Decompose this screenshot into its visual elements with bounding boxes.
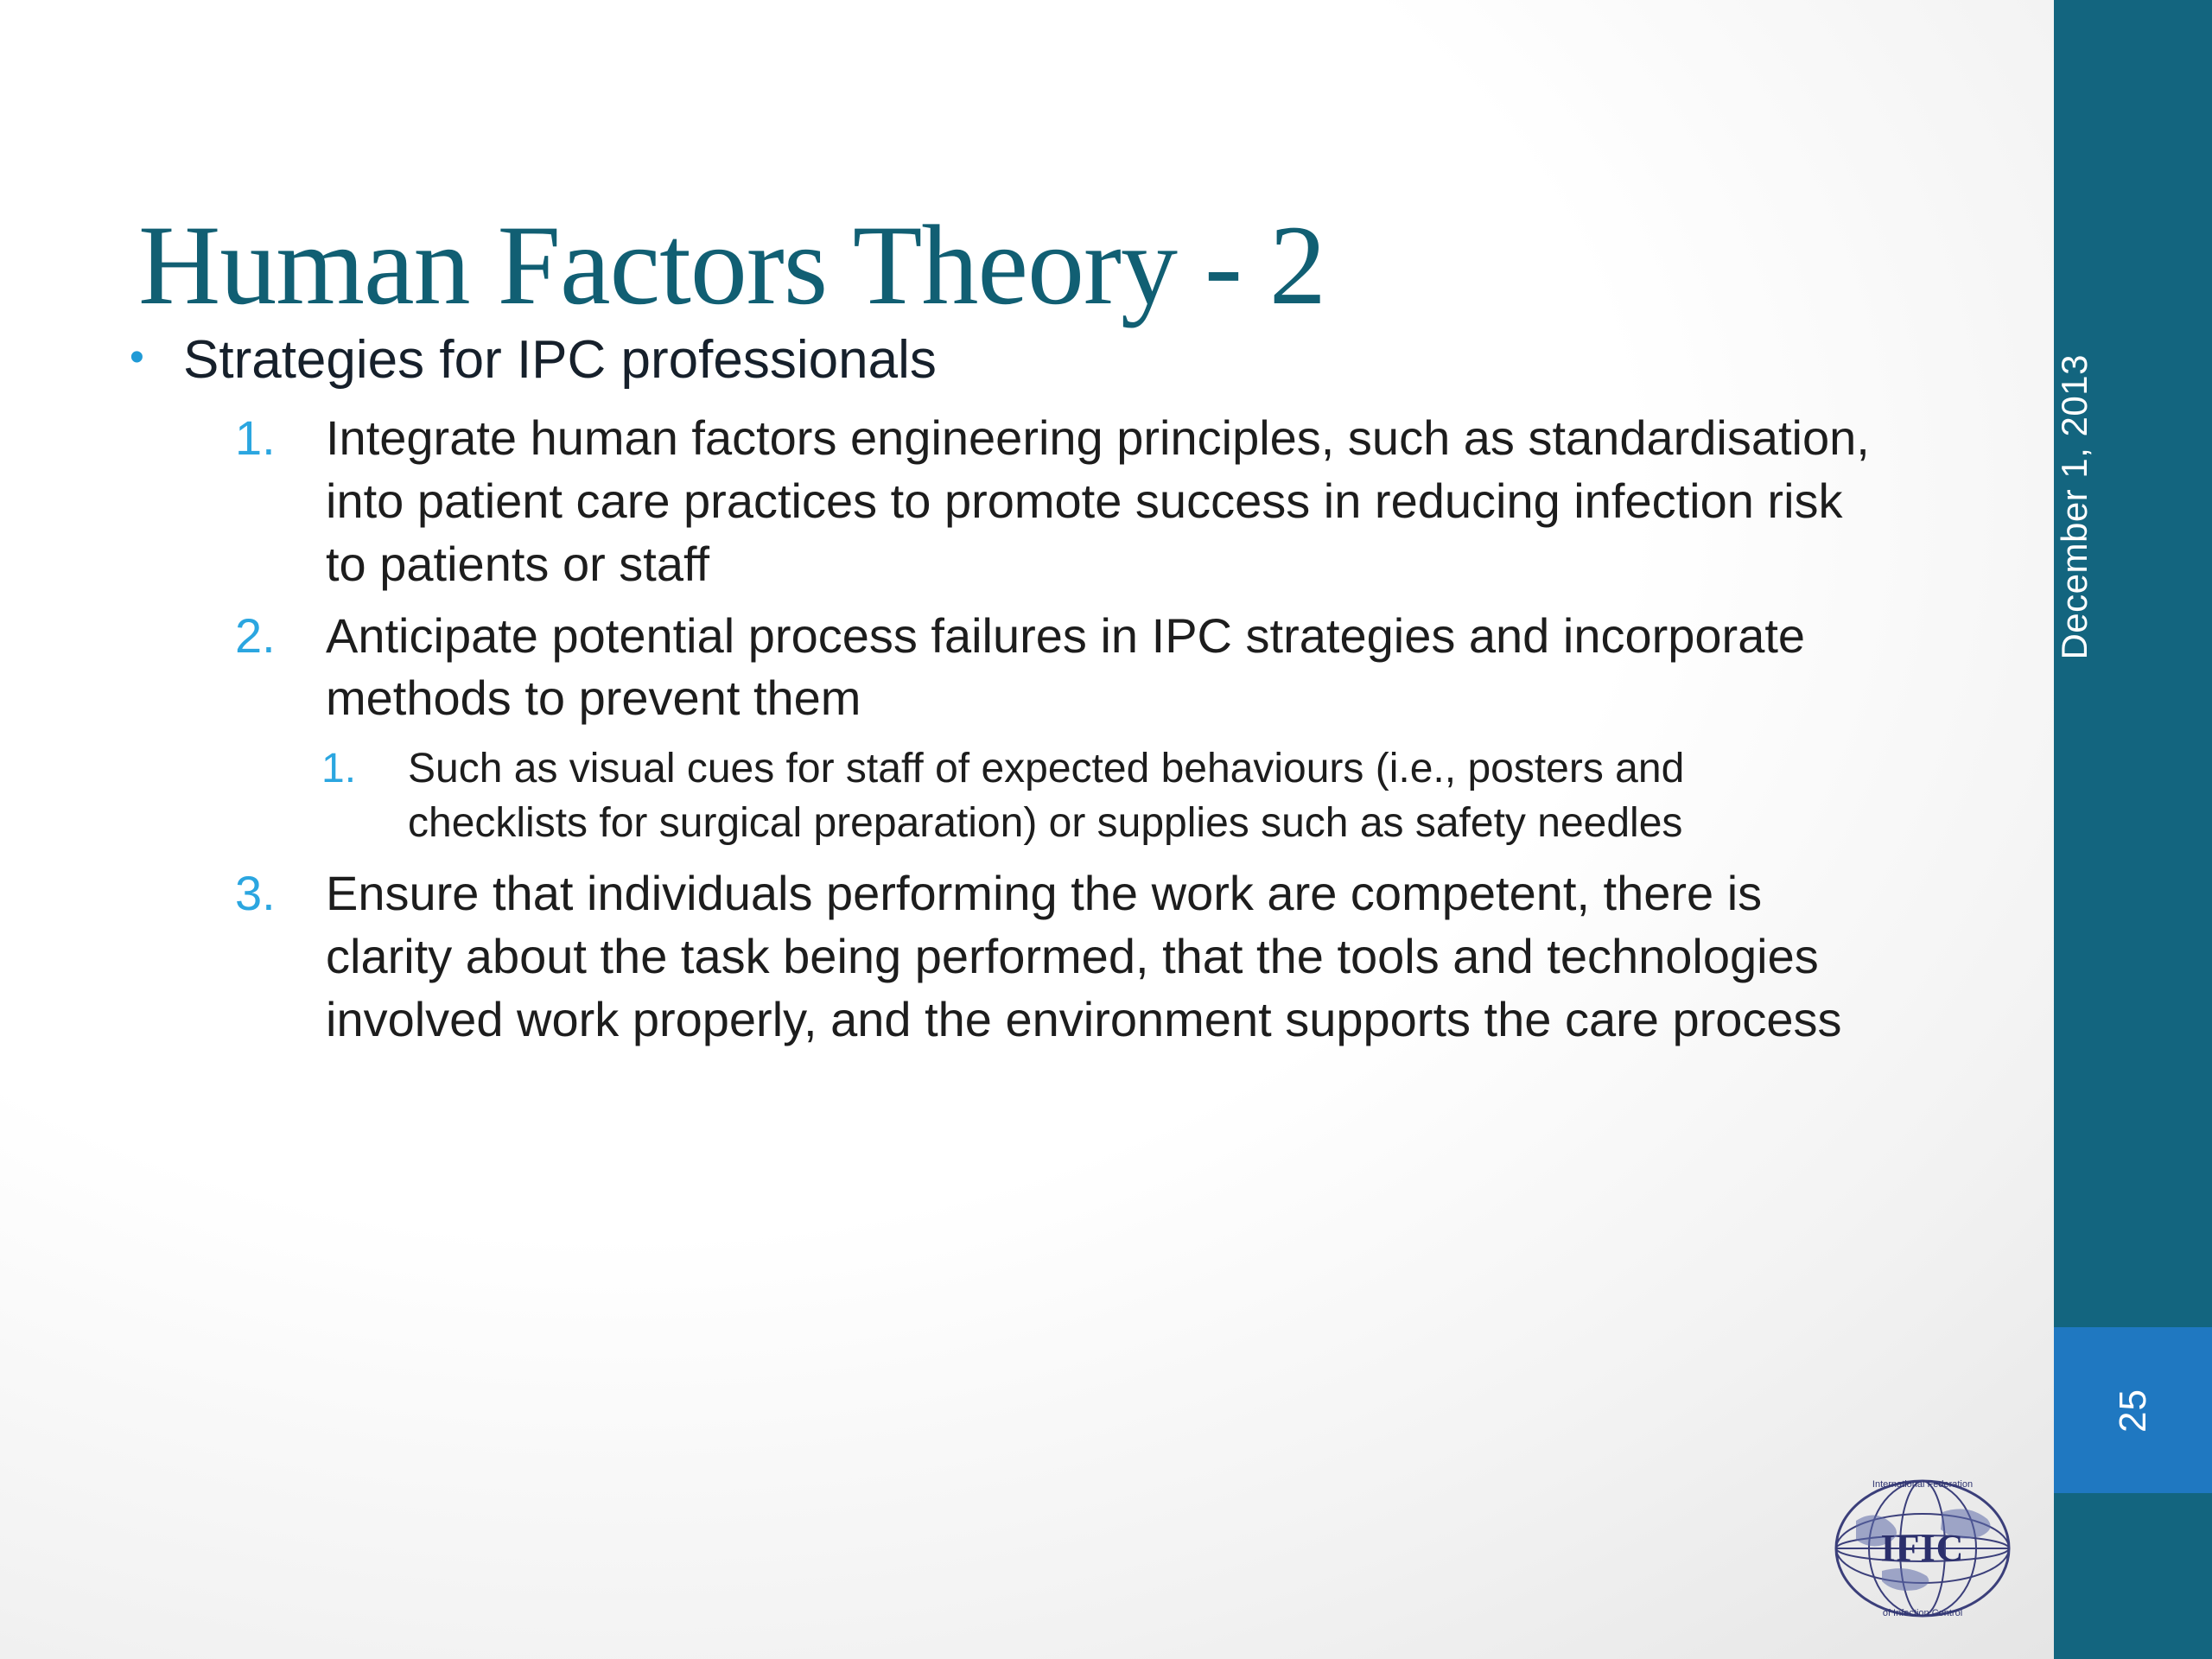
bullet-dot-icon: • [130,334,144,380]
list-item-text: Integrate human factors engineering principles, such as standardisation, into patient care practices to promote success in reducing infection risk to patients or staff [326,410,1870,591]
list-item [130,407,2022,595]
ific-logo [1830,1469,2016,1629]
bullet-level1 [130,328,2022,391]
svg-text:of Infection Control: of Infection Control [1882,1608,1963,1618]
slide-body [130,328,2022,1058]
globe-icon [1830,1469,2016,1629]
right-sidebar [2054,0,2212,1659]
list-item-marker: 3. [235,865,276,920]
page-number-badge [2054,1327,2212,1493]
sub-list-item-text: Such as visual cues for staff of expected behaviours (i.e., posters and checklists for surgical preparation) or supplies such as safety needles [408,746,1685,846]
list-item-marker: 2. [235,607,276,663]
svg-text:International Federation: International Federation [1872,1479,1974,1490]
bullet-level1-label: Strategies for IPC professionals [183,330,937,390]
svg-text:IFIC: IFIC [1880,1527,1965,1569]
slide-date: December 1, 2013 [2054,354,2094,660]
list-item-text: Ensure that individuals performing the work are competent, there is clarity about the task being performed, that the tools and technologies involved work properly, and the environment supports the care process [326,865,1842,1046]
list-item-text: Anticipate potential process failures in IPC strategies and incorporate methods to prevent them [326,607,1806,726]
list-item [130,605,2022,731]
list-item-marker: 1. [235,410,276,466]
sub-list-item-marker: 1. [321,746,357,792]
list-item [130,862,2022,1051]
page-number: 25 [2111,1388,2154,1433]
sub-list-item [130,742,2022,850]
page-title: Human Factors Theory - 2 [138,201,1325,329]
